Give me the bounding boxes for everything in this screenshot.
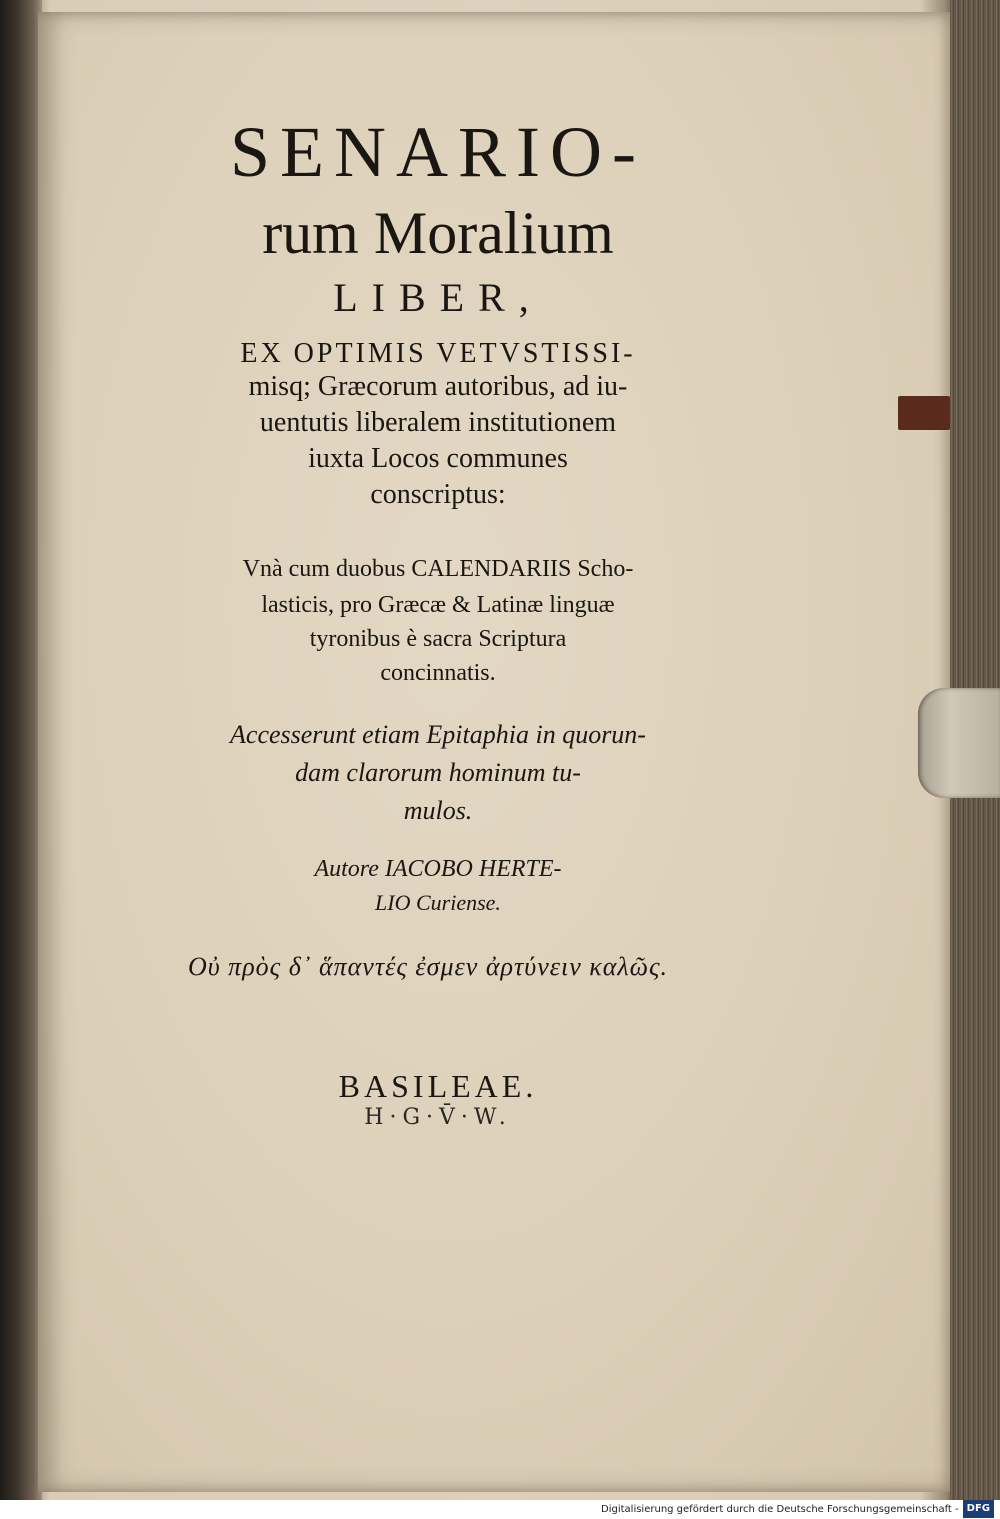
footer-credit [0,1500,1000,1518]
epitaph-line: dam clarorum hominum tu- [295,758,581,787]
imprint-handwritten-note: H·G·V̄·W. [364,1105,512,1130]
title-line-3: LIBER, [333,275,543,320]
calendar-line: concinnatis. [380,660,496,686]
subtitle-line: iuxta Locos communes [308,443,568,474]
imprint-city: BASILEAE. [338,1068,538,1104]
book-clasp [918,688,1000,798]
book-spine-left [0,0,42,1500]
title-line-1: SENARIO- [230,112,646,192]
calendar-line: lasticis, pro Græcæ & Latinæ linguæ [261,592,615,618]
calendar-line: tyronibus è sacra Scriptura [309,626,567,652]
title-page [38,12,950,1492]
author-line: LIO Curiense. [375,890,501,915]
epitaph-line: mulos. [403,796,473,825]
greek-motto: Οὐ πρὸς δ᾽ ἅπαντές ἐσμεν ἀρτύνειν καλῶς. [187,952,669,981]
title-line-4: EX OPTIMIS VETVSTISSI- [240,338,636,369]
bookmark-tab [898,396,950,430]
calendar-line: Vnà cum duobus CALENDARIIS Scho- [242,556,634,582]
subtitle-line: misq; Græcorum autoribus, ad iu- [248,371,628,402]
author-line: Autore IACOBO HERTE- [314,856,562,882]
epitaph-line: Accesserunt etiam Epitaphia in quorun- [230,720,646,749]
title-line-2: rum Moralium [262,200,614,266]
footer-text: Digitalisierung gefördert durch die Deutsche Forschungsgemeinschaft - [601,1504,959,1515]
subtitle-line: uentutis liberalem institutionem [259,407,617,438]
subtitle-line: conscriptus: [370,479,506,510]
imprint [288,1068,588,1132]
dfg-logo: DFG [963,1500,994,1518]
